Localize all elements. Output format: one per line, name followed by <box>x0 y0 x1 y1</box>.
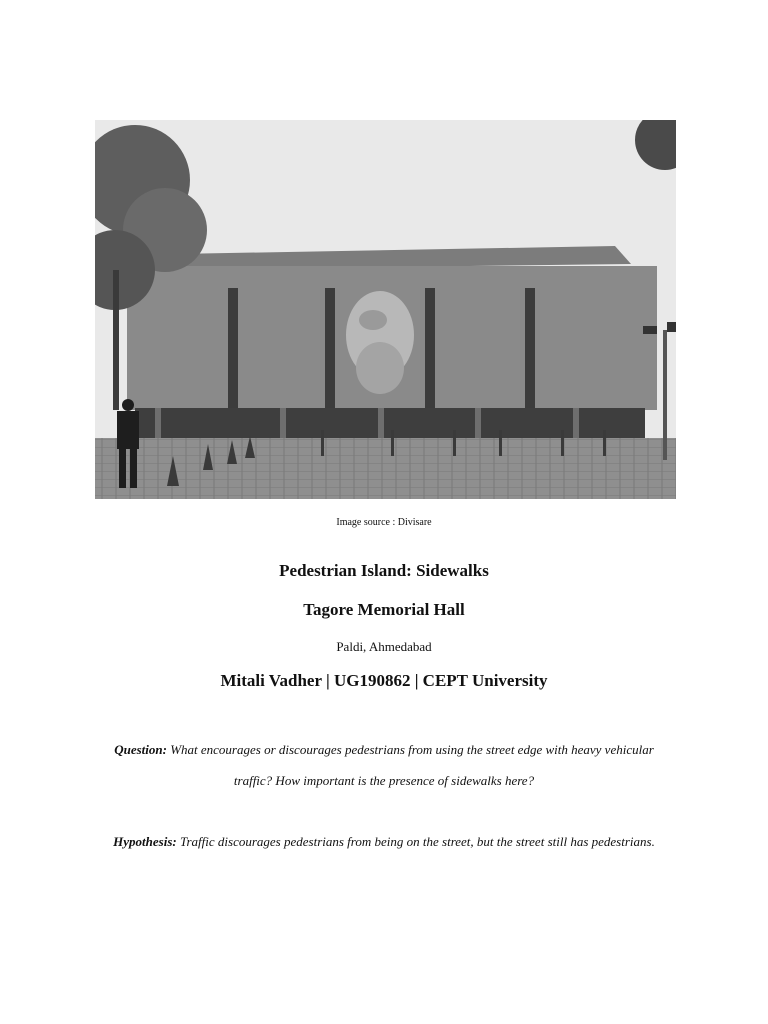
tagore-hall-photo <box>95 120 676 499</box>
author-line: Mitali Vadher | UG190862 | CEPT University <box>220 671 548 690</box>
question-paragraph <box>110 734 658 796</box>
question-text: What encourages or discourages pedestrians from using the street edge with heavy vehicular traffic? How important is the presence of sidewalks here? <box>166 742 654 788</box>
document-title: Pedestrian Island: Sidewalks <box>279 561 489 580</box>
document-subtitle: Tagore Memorial Hall <box>303 600 465 619</box>
image-source-caption: Image source : Divisare <box>336 517 432 528</box>
plaza-paving <box>95 438 676 499</box>
hypothesis-label: Hypothesis: <box>113 834 177 849</box>
question-label: Question: <box>114 742 167 757</box>
light-pole <box>663 330 667 460</box>
hypothesis-text: Traffic discourages pedestrians from being on the street, but the street still has pedestrians. <box>176 834 655 849</box>
building-photo <box>95 120 676 499</box>
hypothesis-paragraph <box>110 826 658 857</box>
ground-floor <box>135 408 645 440</box>
location-text: Paldi, Ahmedabad <box>336 639 432 654</box>
